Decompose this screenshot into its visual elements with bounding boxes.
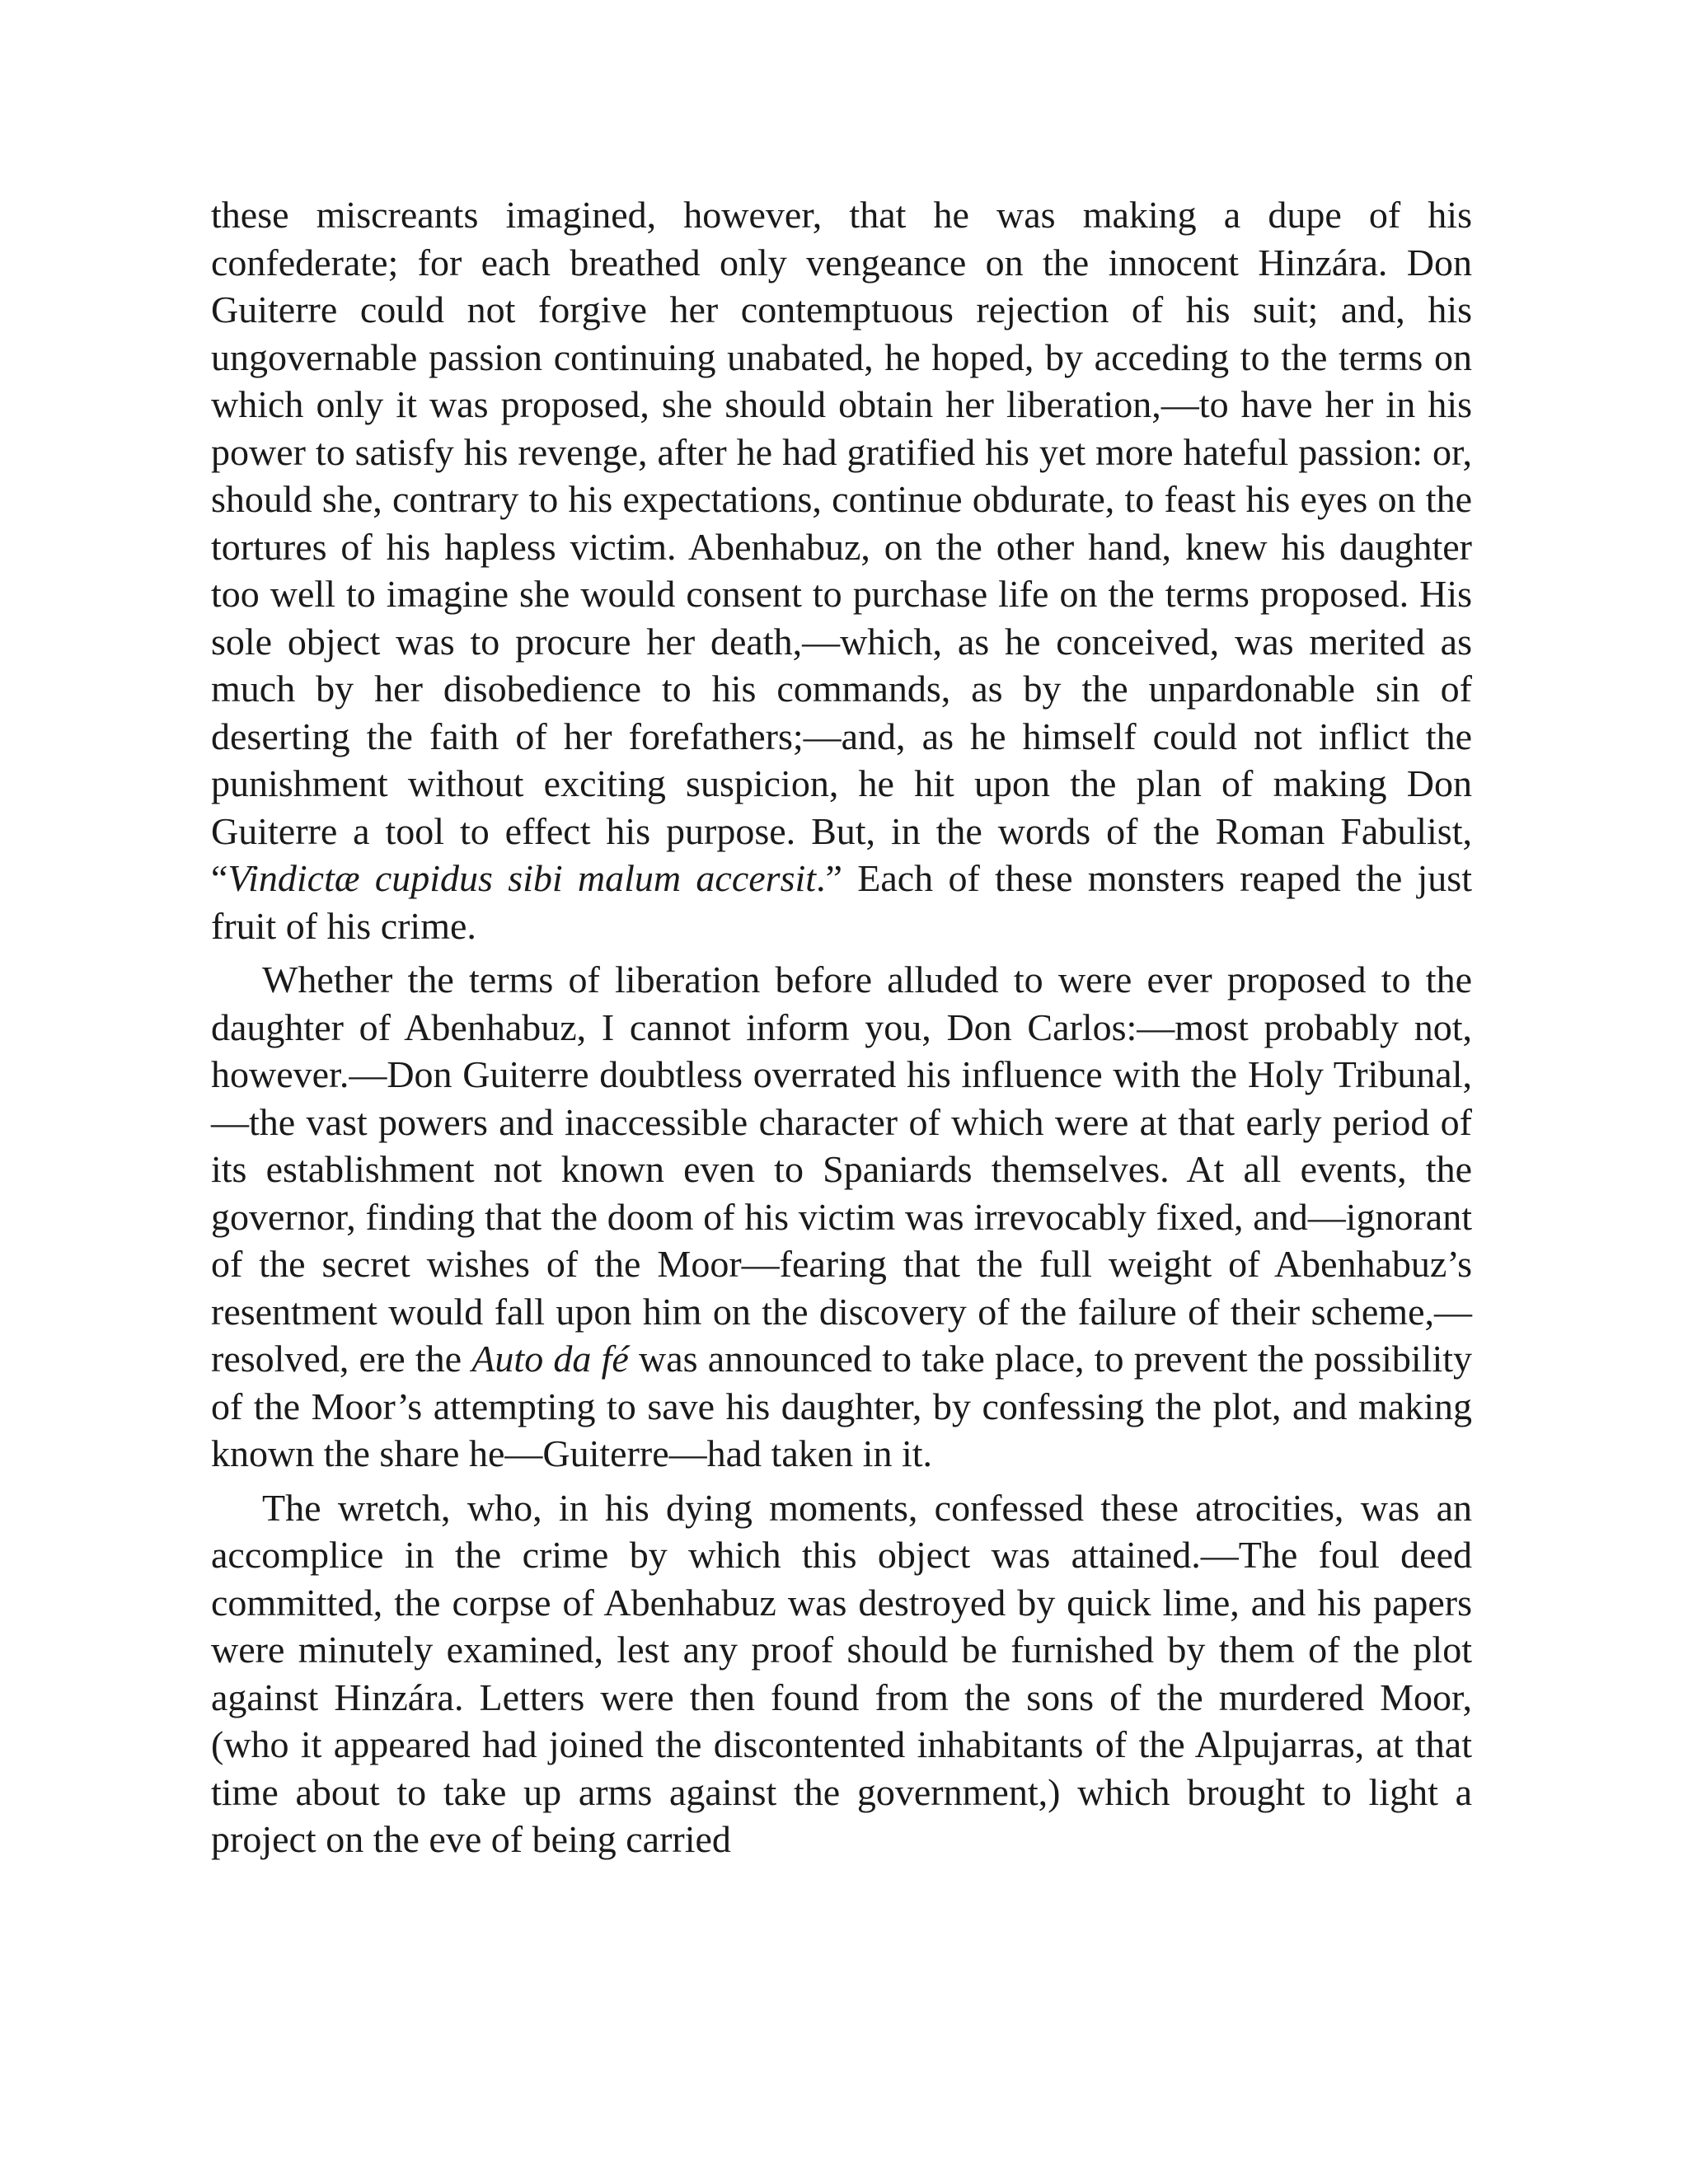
- paragraph-1-latin-quote: Vindictæ cupidus sibi malum accersit: [227, 857, 817, 899]
- paragraph-3-text: The wretch, who, in his dying moments, confessed these atrocities, was an accomplice in the crime by which this object was attained.—The foul deed committed, the corpse of Abenhabuz was destroyed by quick lime, and his papers were minutely examined, lest any proof should be furnished by them of the plot against Hinzára. Letters were then found from the sons of the murdered Moor, (who it appeared had joined the discontented inhabitants of the Alpujarras, at that time about to take up arms against the government,) which brought to light a project on the eve of being carried: [211, 1486, 1472, 1860]
- paragraph-1-text-a: these miscreants imagined, however, that he was making a dupe of his confederate; for each breathed only vengeance on the innocent Hinzára. Don Guiterre could not forgive her contemptuous rejection of his suit; and, his ungovernable passion continuing unabated, he hoped, by acceding to the terms on which only it was proposed, she should obtain her liberation,—to have her in his power to satisfy his revenge, after he had gratified his yet more hateful passion: or, should she, contrary to his expectations, continue obdurate, to feast his eyes on the tortures of his hapless victim. Abenhabuz, on the other hand, knew his daughter too well to imagine she would consent to purchase life on the terms proposed. His sole object was to procure her death,—which, as he conceived, was merited as much by her disobedience to his commands, as by the unpardonable sin of deserting the faith of her forefathers;—and, as he himself could not inflict the punishment without exciting suspicion, he hit upon the plan of making Don Guiterre a tool to effect his purpose. But, in the words of the Roman Fabulist, “: [211, 194, 1472, 899]
- paragraph-1-text-b: .” Each of these monsters reaped the just fruit of his crime.: [211, 857, 1472, 947]
- paragraph-2-text-b: was announced to take place, to prevent the possibility of the Moor’s attempting to save his daughter, by confessing the plot, and making known the share he—Guiterre—had taken in it.: [211, 1338, 1472, 1474]
- paragraph-2: [211, 956, 1472, 1478]
- document-page: [211, 191, 1472, 1870]
- paragraph-1: [211, 191, 1472, 949]
- paragraph-3: [211, 1484, 1472, 1863]
- paragraph-2-text-a: Whether the terms of liberation before alluded to were ever proposed to the daughter of Abenhabuz, I cannot inform you, Don Carlos:—most probably not, however.—Don Guiterre doubtless overrated his influence with the Holy Tribunal,—the vast powers and inaccessible character of which were at that early period of its establishment not known even to Spaniards themselves. At all events, the governor, finding that the doom of his victim was irrevocably fixed, and—ignorant of the secret wishes of the Moor—fearing that the full weight of Abenhabuz’s resentment would fall upon him on the discovery of the failure of their scheme,—resolved, ere the: [211, 958, 1472, 1380]
- paragraph-2-auto-da-fe: Auto da fé: [471, 1338, 629, 1380]
